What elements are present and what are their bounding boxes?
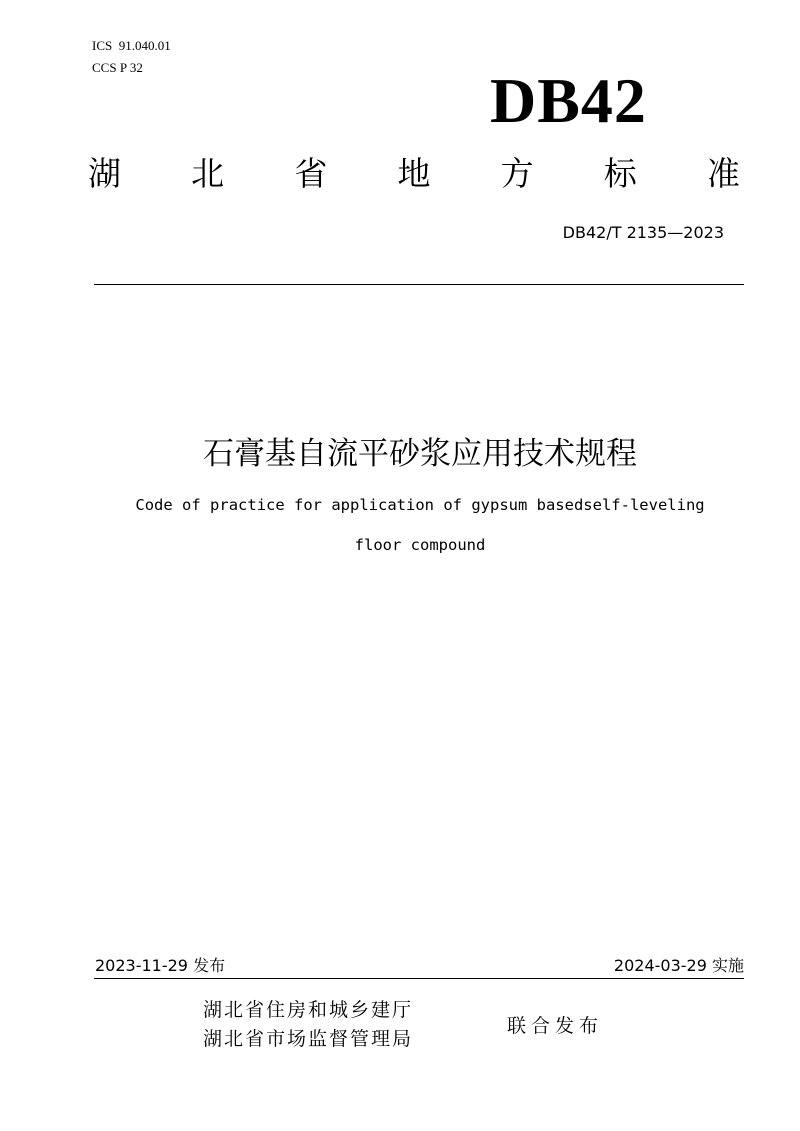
standard-type-char: 地: [397, 154, 431, 193]
ics-code: ICS 91.040.01: [92, 38, 171, 53]
db42-logo: DB42: [490, 65, 647, 136]
joint-issue-label: 联合发布: [507, 1015, 604, 1037]
standard-type-heading: [88, 152, 740, 196]
issuer-housing-department: 湖北省住房和城乡建厅: [203, 999, 414, 1021]
title-english-line-1: Code of practice for application of gypsum basedself-leveling: [135, 496, 705, 514]
publish-date: 2023-11-29 发布: [95, 956, 226, 975]
title-chinese: 石膏基自流平砂浆应用技术规程: [203, 436, 637, 472]
standard-number: DB42/T 2135—2023: [562, 223, 724, 242]
implement-date: 2024-03-29 实施: [613, 956, 744, 975]
title-english-line-2: floor compound: [354, 536, 486, 554]
bottom-divider: [94, 978, 744, 979]
standard-type-char: 北: [191, 154, 225, 193]
standard-type-char: 湖: [88, 154, 121, 193]
standard-type-char: 方: [500, 154, 534, 193]
issuer-market-supervision-bureau: 湖北省市场监督管理局: [203, 1028, 414, 1050]
standard-type-char: 标: [603, 154, 637, 193]
standard-type-char: 省: [294, 154, 328, 193]
ccs-code: CCS P 32: [92, 60, 143, 75]
top-divider: [94, 284, 744, 285]
standard-type-char: 准: [706, 154, 740, 193]
